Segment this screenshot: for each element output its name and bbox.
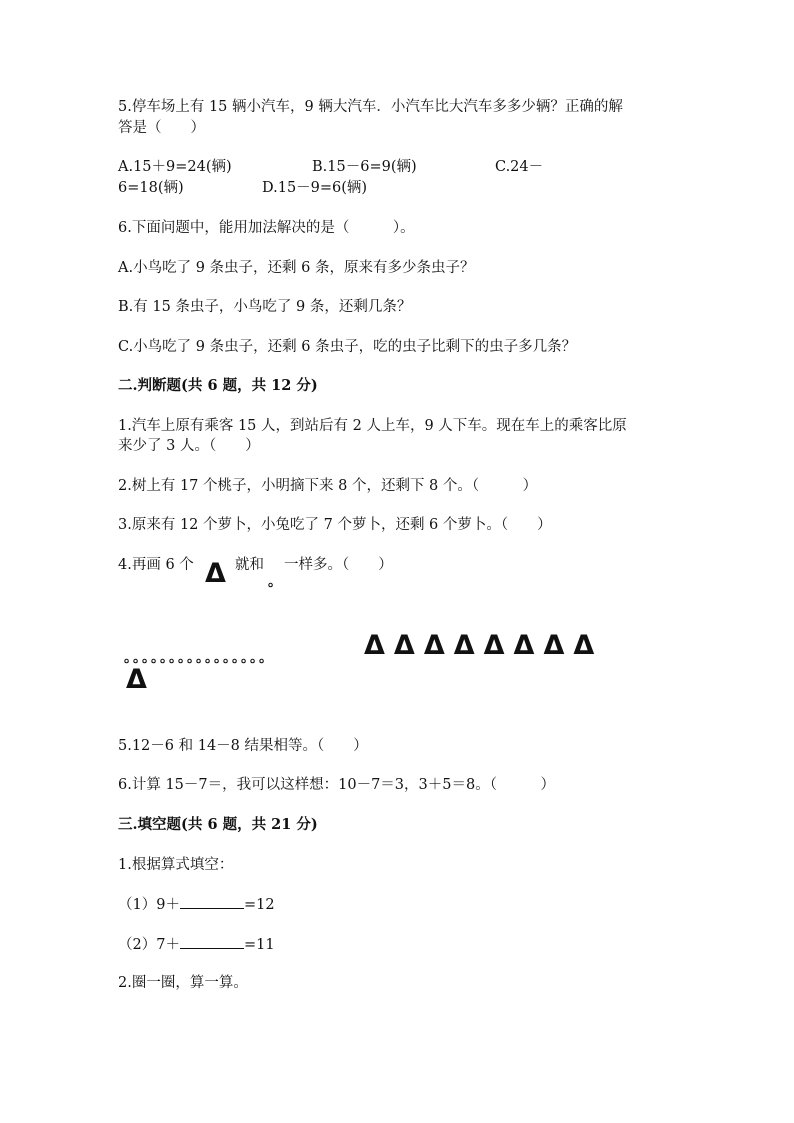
q5-option-c-part1: C.24－: [495, 159, 544, 175]
triangle-row-item: Δ: [423, 630, 445, 661]
section-2-title: 二.判断题(共 6 题，共 12 分): [118, 377, 318, 394]
fill-blank[interactable]: [180, 934, 244, 949]
q5-stem-line1: 5.停车场上有 15 辆小汽车，9 辆大汽车．小汽车比大汽车多多少辆？正确的解: [118, 99, 623, 115]
s2-q1-line1: 1.汽车上原有乘客 15 人，到站后有 2 人上车，9 人下车。现在车上的乘客比原: [118, 418, 627, 434]
circle-icon: 。: [268, 574, 282, 590]
triangle-row-item: Δ: [483, 630, 505, 661]
section-3-title: 三.填空题(共 6 题，共 21 分): [118, 816, 318, 833]
q6-option-c: C.小鸟吃了 9 条虫子，还剩 6 条虫子，吃的虫子比剩下的虫子多几条？: [118, 339, 577, 355]
triangle-row-item: Δ: [573, 630, 595, 661]
s2-q3: 3.原来有 12 个萝卜，小兔吃了 7 个萝卜，还剩 6 个萝卜。（ ）: [118, 517, 552, 533]
q5-stem-line2: 答是（ ）: [118, 120, 205, 136]
fill-blank[interactable]: [180, 894, 244, 909]
triangle-icon: Δ: [205, 558, 226, 589]
triangle-row-item: Δ: [453, 630, 475, 661]
s2-q2: 2.树上有 17 个桃子，小明摘下来 8 个，还剩下 8 个。（ ）: [118, 478, 538, 494]
shape-row: [118, 628, 648, 698]
triangle-row-item: Δ: [393, 630, 415, 661]
q6-stem: 6.下面问题中，能用加法解决的是（ ）。: [118, 220, 415, 236]
triangle-row: [364, 632, 603, 660]
q5-option-a: A.15＋9=24(辆): [118, 159, 232, 175]
triangle-row-item: Δ: [513, 630, 535, 661]
s3-q2: 2.圈一圈，算一算。: [118, 975, 248, 991]
s2-q6: 6.计算 15－7＝，我可以这样想：10－7＝3，3＋5＝8。（ ）: [118, 777, 555, 793]
q6-option-a: A.小鸟吃了 9 条虫子，还剩 6 条，原来有多少条虫子？: [118, 260, 475, 276]
s2-q5: 5.12－6 和 14－8 结果相等。（ ）: [118, 738, 368, 754]
s2-q4-part-b: 就和: [235, 557, 264, 573]
triangle-row-item: Δ: [126, 664, 147, 695]
circle-row: 。。。。。。。。。。。。。。。。: [124, 650, 275, 666]
s2-q1-line2: 来少了 3 人。（ ）: [118, 438, 260, 454]
s3-q1-sub1-suffix: =12: [243, 897, 275, 913]
q6-option-b: B.有 15 条虫子，小鸟吃了 9 条，还剩几条？: [118, 299, 412, 315]
s3-q1-sub2-prefix: （2）7＋: [118, 937, 180, 953]
s3-q1-sub2: [118, 934, 275, 955]
s3-q1: 1.根据算式填空：: [118, 857, 234, 873]
s3-q1-sub2-suffix: =11: [243, 937, 275, 953]
s3-q1-sub1-prefix: （1）9＋: [118, 897, 180, 913]
q5-option-b: B.15－6=9(辆): [312, 159, 417, 175]
s2-q4-part-c: 一样多。（ ）: [284, 557, 393, 573]
triangle-row-item: Δ: [543, 630, 565, 661]
triangle-row-item: Δ: [364, 630, 385, 661]
q5-option-d: D.15－9=6(辆): [262, 180, 368, 196]
q5-option-c-part2: 6=18(辆): [118, 180, 184, 196]
s2-q4-part-a: 4.再画 6 个: [118, 557, 194, 573]
s3-q1-sub1: [118, 894, 275, 915]
